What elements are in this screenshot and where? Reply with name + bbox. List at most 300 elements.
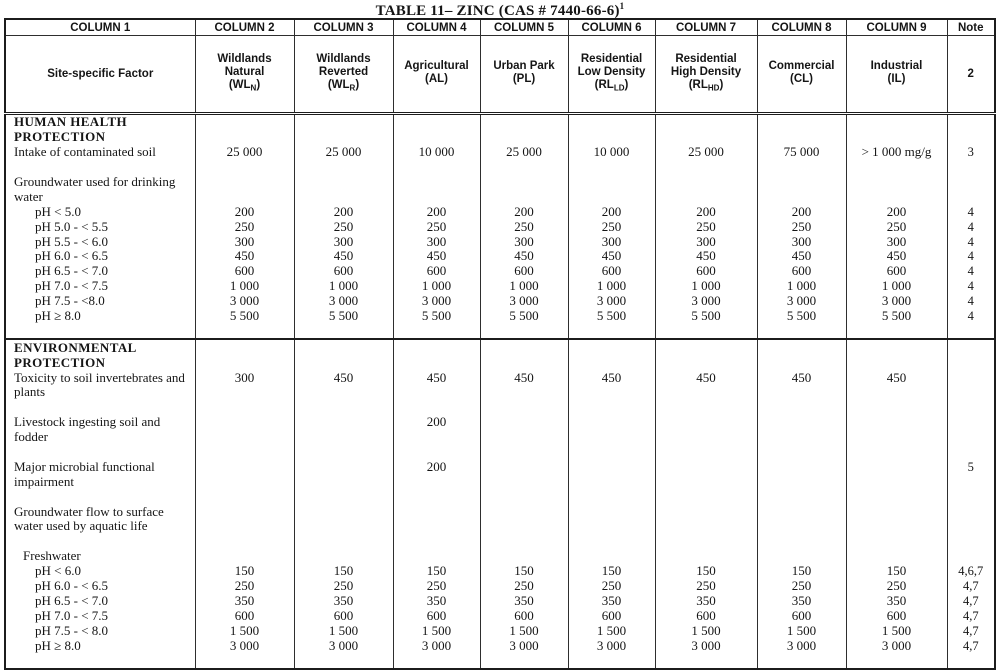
value-cell	[568, 415, 655, 430]
value-cell	[195, 114, 294, 130]
row-label-cell: plants	[14, 385, 46, 400]
row-label-cell: water	[14, 189, 43, 204]
note-cell: 4	[947, 249, 995, 264]
table-title	[0, 0, 1000, 18]
agricultural-header: Agricultural (AL)	[393, 36, 480, 114]
col6-header: COLUMN 6	[568, 19, 655, 36]
value-cell: 300	[195, 370, 294, 385]
value-cell: 3 000	[757, 638, 846, 653]
value-cell: 450	[655, 249, 757, 264]
note-cell: 4	[947, 204, 995, 219]
value-cell: 1 000	[846, 279, 947, 294]
table-row	[5, 459, 995, 474]
value-cell	[757, 430, 846, 445]
value-cell	[757, 189, 846, 204]
value-cell	[480, 130, 568, 145]
value-cell: 3 000	[195, 294, 294, 309]
value-cell	[294, 549, 393, 564]
value-cell	[655, 385, 757, 400]
section-1	[5, 114, 995, 340]
value-cell	[480, 653, 568, 669]
table-row	[5, 189, 995, 204]
value-cell: 300	[757, 234, 846, 249]
table-row	[5, 355, 995, 370]
value-cell	[393, 489, 480, 504]
note-cell	[947, 474, 995, 489]
row-label-cell: pH 6.0 - < 6.5	[35, 249, 109, 264]
col1-header: COLUMN 1	[5, 19, 195, 36]
site-specific-factor-header: Site-specific Factor	[5, 36, 195, 114]
table-row	[5, 114, 995, 130]
value-cell: 200	[393, 459, 480, 474]
value-cell	[757, 175, 846, 190]
wildlands-reverted-header: Wildlands Reverted $(WL_R)$	[294, 36, 393, 114]
note-cell: 4,7	[947, 608, 995, 623]
value-cell: 3 000	[393, 294, 480, 309]
section-heading-cell: PROTECTION	[14, 355, 106, 370]
table-row	[5, 249, 995, 264]
note-cell: 4,6,7	[947, 564, 995, 579]
value-cell	[655, 653, 757, 669]
value-cell: 1 000	[393, 279, 480, 294]
value-cell	[655, 430, 757, 445]
table-row	[5, 234, 995, 249]
note-cell: 4,7	[947, 638, 995, 653]
value-cell	[195, 355, 294, 370]
value-cell: 10 000	[568, 145, 655, 160]
value-cell	[757, 400, 846, 415]
value-cell	[655, 130, 757, 145]
row-label-cell	[5, 323, 195, 339]
value-cell: 250	[568, 579, 655, 594]
row-label-cell: Groundwater flow to surface	[14, 504, 164, 519]
value-cell	[655, 489, 757, 504]
value-cell	[568, 534, 655, 549]
value-cell	[195, 415, 294, 430]
value-cell: 3 000	[195, 638, 294, 653]
value-cell	[757, 653, 846, 669]
section-2	[5, 339, 995, 669]
table-title-text: TABLE 11– ZINC (CAS # 7440-66-6)	[375, 3, 620, 19]
value-cell: 150	[294, 564, 393, 579]
value-cell: 1 500	[480, 623, 568, 638]
value-cell: 5 500	[757, 309, 846, 324]
row-label-cell: Freshwater	[23, 548, 81, 564]
value-cell	[568, 400, 655, 415]
row-label-cell: pH 7.0 - < 7.5	[35, 608, 109, 623]
value-cell	[655, 400, 757, 415]
wildlands-natural-header: Wildlands Natural $(WL_N)$	[195, 36, 294, 114]
value-cell	[393, 323, 480, 339]
value-cell: 250	[393, 219, 480, 234]
note-cell: 4	[947, 264, 995, 279]
value-cell	[480, 400, 568, 415]
value-cell	[294, 339, 393, 355]
value-cell	[655, 504, 757, 519]
value-cell: 150	[655, 564, 757, 579]
value-cell: 600	[294, 264, 393, 279]
value-cell: 250	[846, 219, 947, 234]
value-cell	[846, 430, 947, 445]
value-cell	[393, 400, 480, 415]
value-cell	[195, 489, 294, 504]
value-cell	[195, 160, 294, 175]
note-cell	[947, 130, 995, 145]
value-cell: 350	[294, 594, 393, 609]
value-cell	[846, 400, 947, 415]
table-row	[5, 130, 995, 145]
value-cell	[757, 549, 846, 564]
value-cell	[195, 130, 294, 145]
table-row	[5, 339, 995, 355]
value-cell	[393, 445, 480, 460]
value-cell	[568, 130, 655, 145]
value-cell	[846, 130, 947, 145]
table-row	[5, 594, 995, 609]
table-row	[5, 430, 995, 445]
table-row	[5, 623, 995, 638]
value-cell: 350	[846, 594, 947, 609]
value-cell	[480, 114, 568, 130]
value-cell	[195, 400, 294, 415]
value-cell	[195, 445, 294, 460]
row-label-cell	[5, 445, 195, 460]
value-cell	[757, 385, 846, 400]
value-cell: 600	[846, 264, 947, 279]
note-cell	[947, 653, 995, 669]
value-cell: 250	[655, 219, 757, 234]
note-cell	[947, 114, 995, 130]
value-cell: 300	[846, 234, 947, 249]
value-cell: 150	[846, 564, 947, 579]
row-label-cell: pH 7.5 - <8.0	[35, 293, 105, 309]
note-cell: 4	[947, 234, 995, 249]
value-cell	[195, 459, 294, 474]
table-row	[5, 309, 995, 324]
value-cell	[393, 549, 480, 564]
table-row	[5, 175, 995, 190]
note-cell: 4,7	[947, 579, 995, 594]
value-cell: 450	[757, 370, 846, 385]
value-cell: 450	[294, 370, 393, 385]
value-cell: 150	[393, 564, 480, 579]
row-label-cell: Toxicity to soil invertebrates and	[14, 370, 185, 385]
value-cell: 350	[393, 594, 480, 609]
value-cell: 200	[393, 204, 480, 219]
value-cell	[846, 339, 947, 355]
value-cell	[846, 504, 947, 519]
table-row	[5, 219, 995, 234]
value-cell	[480, 175, 568, 190]
value-cell	[846, 474, 947, 489]
value-cell: 1 000	[294, 279, 393, 294]
value-cell	[393, 385, 480, 400]
section-heading-cell: PROTECTION	[14, 129, 106, 145]
value-cell	[568, 549, 655, 564]
row-label-cell: pH ≥ 8.0	[35, 638, 81, 653]
value-cell	[294, 415, 393, 430]
value-cell: 150	[568, 564, 655, 579]
value-cell	[294, 504, 393, 519]
value-cell: 3 000	[294, 638, 393, 653]
value-cell	[568, 474, 655, 489]
value-cell	[846, 445, 947, 460]
note-cell: 4	[947, 294, 995, 309]
value-cell	[480, 445, 568, 460]
col5-header: COLUMN 5	[480, 19, 568, 36]
value-cell	[393, 534, 480, 549]
value-cell: 450	[294, 249, 393, 264]
value-cell	[568, 114, 655, 130]
value-cell: 150	[195, 564, 294, 579]
value-cell	[195, 534, 294, 549]
value-cell	[655, 415, 757, 430]
value-cell: 1 000	[655, 279, 757, 294]
value-cell: 5 500	[568, 309, 655, 324]
note-cell	[947, 534, 995, 549]
row-label-cell: pH 5.5 - < 6.0	[35, 234, 109, 249]
value-cell	[294, 400, 393, 415]
value-cell: 3 000	[846, 638, 947, 653]
value-cell: 350	[757, 594, 846, 609]
value-cell: 3 000	[655, 294, 757, 309]
value-cell	[655, 114, 757, 130]
value-cell: 250	[757, 579, 846, 594]
value-cell	[195, 189, 294, 204]
value-cell: 600	[393, 264, 480, 279]
value-cell	[757, 415, 846, 430]
value-cell: 250	[480, 219, 568, 234]
section-heading-cell: HUMAN HEALTH	[14, 114, 128, 130]
value-cell	[294, 430, 393, 445]
value-cell	[846, 160, 947, 175]
value-cell	[480, 355, 568, 370]
table-row	[5, 534, 995, 549]
value-cell: 600	[568, 608, 655, 623]
table-row	[5, 638, 995, 653]
value-cell: 200	[568, 204, 655, 219]
value-cell	[480, 489, 568, 504]
value-cell: 250	[195, 579, 294, 594]
value-cell: 250	[757, 219, 846, 234]
value-cell: 3 000	[757, 294, 846, 309]
residential-low-density-header: Residential Low Density $(RL_{LD})$	[568, 36, 655, 114]
note-cell	[947, 430, 995, 445]
value-cell	[655, 474, 757, 489]
commercial-header: Commercial (CL)	[757, 36, 846, 114]
value-cell	[757, 519, 846, 534]
table-row	[5, 445, 995, 460]
note-cell: 4	[947, 309, 995, 324]
value-cell: 200	[480, 204, 568, 219]
value-cell: 1 500	[195, 623, 294, 638]
value-cell	[393, 355, 480, 370]
value-cell	[195, 175, 294, 190]
value-cell	[846, 534, 947, 549]
value-cell: 5 500	[846, 309, 947, 324]
table-row	[5, 608, 995, 623]
row-label-cell: pH 7.5 - < 8.0	[35, 623, 109, 638]
col8-header: COLUMN 8	[757, 19, 846, 36]
table-row	[5, 279, 995, 294]
value-cell	[393, 189, 480, 204]
value-cell	[846, 114, 947, 130]
value-cell	[568, 445, 655, 460]
value-cell	[480, 385, 568, 400]
value-cell: 600	[655, 608, 757, 623]
value-cell	[757, 339, 846, 355]
table-row	[5, 489, 995, 504]
value-cell: 3 000	[480, 638, 568, 653]
value-cell: 250	[195, 219, 294, 234]
value-cell	[568, 459, 655, 474]
value-cell	[757, 130, 846, 145]
value-cell: 10 000	[393, 145, 480, 160]
value-cell: 300	[568, 234, 655, 249]
value-cell	[480, 189, 568, 204]
value-cell	[655, 323, 757, 339]
value-cell	[393, 339, 480, 355]
note-cell	[947, 175, 995, 190]
column-number-row	[5, 19, 995, 36]
col3-header: COLUMN 3	[294, 19, 393, 36]
note-cell: 3	[947, 145, 995, 160]
value-cell: 450	[393, 370, 480, 385]
note-cell	[947, 385, 995, 400]
note-cell: 4,7	[947, 594, 995, 609]
value-cell	[757, 160, 846, 175]
row-label-cell: Intake of contaminated soil	[14, 144, 156, 160]
value-cell	[568, 489, 655, 504]
value-cell	[393, 519, 480, 534]
value-cell	[480, 160, 568, 175]
value-cell	[568, 430, 655, 445]
value-cell: 250	[846, 579, 947, 594]
row-label-cell: water used by aquatic life	[14, 519, 148, 534]
value-cell: 600	[568, 264, 655, 279]
value-cell	[846, 385, 947, 400]
value-cell: 350	[195, 594, 294, 609]
table-header	[5, 19, 995, 114]
value-cell	[655, 534, 757, 549]
value-cell: 200	[655, 204, 757, 219]
value-cell: 250	[568, 219, 655, 234]
value-cell	[195, 323, 294, 339]
value-cell	[568, 519, 655, 534]
value-cell	[195, 653, 294, 669]
value-cell: 3 000	[568, 294, 655, 309]
value-cell	[294, 175, 393, 190]
value-cell	[846, 653, 947, 669]
value-cell	[846, 323, 947, 339]
value-cell: 300	[480, 234, 568, 249]
land-use-header-row	[5, 36, 995, 114]
row-label-cell: pH 6.0 - < 6.5	[35, 578, 109, 594]
value-cell: 3 000	[568, 638, 655, 653]
value-cell: 3 000	[846, 294, 947, 309]
value-cell: 3 000	[294, 294, 393, 309]
value-cell	[655, 519, 757, 534]
value-cell	[480, 339, 568, 355]
row-label-cell	[5, 489, 195, 504]
value-cell	[294, 489, 393, 504]
value-cell: 1 500	[294, 623, 393, 638]
value-cell	[393, 175, 480, 190]
value-cell	[294, 355, 393, 370]
col4-header: COLUMN 4	[393, 19, 480, 36]
value-cell: 300	[655, 234, 757, 249]
value-cell	[757, 534, 846, 549]
note-cell: 4,7	[947, 623, 995, 638]
value-cell: 150	[757, 564, 846, 579]
value-cell	[393, 114, 480, 130]
row-label-cell: fodder	[14, 429, 48, 445]
value-cell	[568, 189, 655, 204]
value-cell	[568, 175, 655, 190]
value-cell	[480, 549, 568, 564]
col9-header: COLUMN 9	[846, 19, 947, 36]
value-cell: 1 500	[846, 623, 947, 638]
value-cell: 25 000	[655, 145, 757, 160]
row-label-cell	[5, 653, 195, 669]
value-cell: 300	[393, 234, 480, 249]
value-cell: 600	[195, 264, 294, 279]
row-label-cell: impairment	[14, 474, 74, 489]
value-cell: 5 500	[294, 309, 393, 324]
value-cell: 5 500	[393, 309, 480, 324]
value-cell: 450	[195, 249, 294, 264]
note-cell	[947, 519, 995, 534]
row-label-cell: pH 5.0 - < 5.5	[35, 219, 109, 234]
row-label-cell: Groundwater used for drinking	[14, 174, 176, 189]
value-cell: > 1 000 mg/g	[846, 145, 947, 160]
value-cell	[568, 504, 655, 519]
section-heading-cell: ENVIRONMENTAL	[5, 339, 195, 355]
note-cell	[947, 549, 995, 564]
value-cell: 1 000	[480, 279, 568, 294]
value-cell: 450	[568, 370, 655, 385]
value-cell	[195, 519, 294, 534]
value-cell	[480, 474, 568, 489]
value-cell	[294, 445, 393, 460]
value-cell: 5 500	[655, 309, 757, 324]
value-cell	[846, 549, 947, 564]
table-row	[5, 400, 995, 415]
value-cell	[757, 114, 846, 130]
table-row	[5, 549, 995, 564]
value-cell: 450	[655, 370, 757, 385]
row-label-cell: pH 7.0 - < 7.5	[35, 278, 109, 294]
value-cell: 600	[655, 264, 757, 279]
value-cell	[655, 445, 757, 460]
value-cell	[393, 653, 480, 669]
value-cell: 450	[480, 249, 568, 264]
value-cell	[195, 339, 294, 355]
value-cell: 3 000	[480, 294, 568, 309]
value-cell: 600	[757, 608, 846, 623]
row-label-cell: pH < 5.0	[35, 204, 81, 219]
value-cell: 250	[294, 579, 393, 594]
value-cell	[393, 130, 480, 145]
value-cell: 450	[846, 249, 947, 264]
note-cell	[947, 445, 995, 460]
row-label-cell: Livestock ingesting soil and	[14, 414, 161, 430]
value-cell: 200	[846, 204, 947, 219]
value-cell: 25 000	[480, 145, 568, 160]
value-cell	[195, 549, 294, 564]
value-cell: 1 500	[393, 623, 480, 638]
value-cell	[480, 504, 568, 519]
